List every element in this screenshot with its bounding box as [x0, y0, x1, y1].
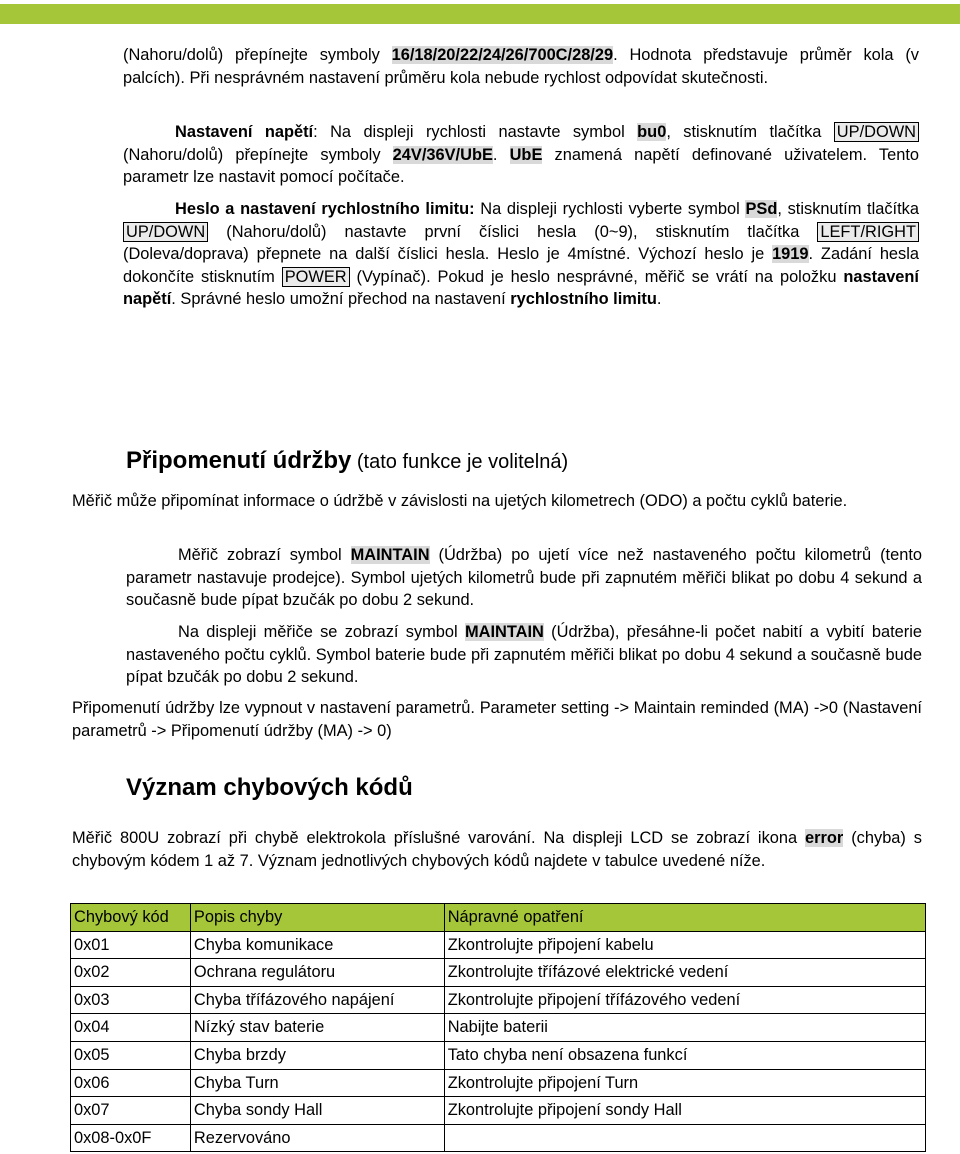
voltage-setting-link: nastavení napětí	[123, 267, 919, 308]
corrective-action-cell: Zkontrolujte připojení kabelu	[444, 931, 925, 959]
maintain-symbol: MAINTAIN	[464, 623, 544, 641]
corrective-action-cell: Zkontrolujte připojení sondy Hall	[444, 1097, 925, 1125]
corrective-action-cell: Zkontrolujte připojení Turn	[444, 1069, 925, 1097]
maintenance-battery-paragraph: Na displeji měřiče se zobrazí symbol MAINTAIN (Údržba), přesáhne-li počet nabití a vybití baterie nastaveného počtu cyklů. Symbol baterie bude při zapnutém měřiči blikat po dobu 4 sekund a současně bude pípat bzučák po dobu 2 sekund.	[126, 623, 922, 686]
bu0-symbol: bu0	[637, 123, 667, 141]
table-row	[71, 1069, 926, 1097]
column-header: Popis chyby	[190, 904, 444, 932]
maintenance-disable-paragraph: Připomenutí údržby lze vypnout v nastavení parametrů. Parameter setting -> Maintain reminded (MA) ->0 (Nastavení parametrů -> Připomenutí údržby (MA) -> 0)	[72, 699, 922, 740]
error-code-cell: 0x03	[71, 986, 191, 1014]
error-code-cell: 0x08-0x0F	[71, 1124, 191, 1152]
table-header-row	[71, 904, 926, 932]
corrective-action-cell: Zkontrolujte třífázové elektrické vedení	[444, 959, 925, 987]
maintain-symbol: MAINTAIN	[350, 546, 430, 564]
wheel-size-symbols: 16/18/20/22/24/26/700C/28/29	[391, 46, 614, 64]
table-row	[71, 1014, 926, 1042]
voltage-options: 24V/36V/UbE	[392, 145, 493, 164]
voltage-setting-title: Nastavení napětí	[175, 123, 314, 141]
table-row	[71, 959, 926, 987]
speed-limit-link: rychlostního limitu	[510, 290, 657, 308]
error-code-cell: 0x04	[71, 1014, 191, 1042]
corrective-action-cell: Nabijte baterii	[444, 1014, 925, 1042]
error-description-cell: Chyba třífázového napájení	[190, 986, 444, 1014]
corrective-action-cell: Zkontrolujte připojení třífázového vedení	[444, 986, 925, 1014]
table-row	[71, 1097, 926, 1125]
error-description-cell: Chyba komunikace	[190, 931, 444, 959]
power-button-label: POWER	[282, 267, 350, 287]
password-title: Heslo a nastavení rychlostního limitu:	[175, 200, 475, 218]
error-codes-heading: Význam chybových kódů	[126, 774, 413, 801]
error-codes-table	[70, 903, 926, 1152]
ube-symbol: UbE	[509, 145, 543, 164]
error-code-cell: 0x07	[71, 1097, 191, 1125]
up-down-button-label: UP/DOWN	[834, 122, 919, 142]
table-row	[71, 1124, 926, 1152]
error-code-cell: 0x02	[71, 959, 191, 987]
maintenance-intro: Měřič může připomínat informace o údržbě v závislosti na ujetých kilometrech (ODO) a počtu cyklů baterie.	[72, 492, 848, 510]
error-code-cell: 0x06	[71, 1069, 191, 1097]
table-row	[71, 1041, 926, 1069]
error-symbol: error	[805, 829, 844, 847]
table-row	[71, 931, 926, 959]
up-down-button-label: UP/DOWN	[123, 222, 208, 242]
password-speed-limit-paragraph: Heslo a nastavení rychlostního limitu: Na displeji rychlosti vyberte symbol PSd, stisknutím tlačítka UP/DOWN (Nahoru/dolů) nastavte první číslici hesla (0~9), stisknutím tlačítka LEFT/RIGHT (Doleva/doprava) přepnete na další číslici hesla. Heslo je 4místné. Výchozí heslo je 1919. Zadání hesla dokončíte stisknutím POWER (Vypínač). Pokud je heslo nesprávné, měřič se vrátí na položku nastavení napětí. Správné heslo umožní přechod na nastavení rychlostního limitu.	[123, 200, 919, 308]
maintenance-heading: Připomenutí údržby (tato funkce je volitelná)	[126, 447, 569, 474]
default-password: 1919	[772, 245, 809, 263]
error-description-cell: Chyba brzdy	[190, 1041, 444, 1069]
error-description-cell: Nízký stav baterie	[190, 1014, 444, 1042]
column-header: Nápravné opatření	[444, 904, 925, 932]
left-right-button-label: LEFT/RIGHT	[817, 222, 919, 242]
error-description-cell: Rezervováno	[190, 1124, 444, 1152]
table-row	[71, 986, 926, 1014]
error-description-cell: Chyba Turn	[190, 1069, 444, 1097]
header-accent-bar	[0, 4, 960, 24]
error-code-cell: 0x05	[71, 1041, 191, 1069]
psd-symbol: PSd	[745, 200, 778, 218]
error-codes-intro: Měřič 800U zobrazí při chybě elektrokola příslušné varování. Na displeji LCD se zobrazí ikona error (chyba) s chybovým kódem 1 až 7. Význam jednotlivých chybových kódů najdete v tabulce uvedené níže.	[72, 829, 922, 870]
error-description-cell: Ochrana regulátoru	[190, 959, 444, 987]
corrective-action-cell	[444, 1124, 925, 1152]
wheel-size-paragraph: (Nahoru/dolů) přepínejte symboly 16/18/20/22/24/26/700C/28/29. Hodnota představuje průměr kola (v palcích). Při nesprávném nastavení průměru kola nebude rychlost odpovídat skutečnosti.	[123, 46, 919, 87]
maintenance-odo-paragraph: Měřič zobrazí symbol MAINTAIN (Údržba) po ujetí více než nastaveného počtu kilometrů (tento parametr nastavuje prodejce). Symbol ujetých kilometrů bude při zapnutém měřiči blikat po dobu 4 sekund a současně bude pípat bzučák po dobu 2 sekund.	[126, 546, 922, 609]
error-description-cell: Chyba sondy Hall	[190, 1097, 444, 1125]
voltage-setting-paragraph: Nastavení napětí: Na displeji rychlosti nastavte symbol bu0, stisknutím tlačítka UP/DOWN (Nahoru/dolů) přepínejte symboly 24V/36V/UbE. UbE znamená napětí definované uživatelem. Tento parametr lze nastavit pomocí počítače.	[123, 123, 919, 186]
corrective-action-cell: Tato chyba není obsazena funkcí	[444, 1041, 925, 1069]
column-header: Chybový kód	[71, 904, 191, 932]
error-code-cell: 0x01	[71, 931, 191, 959]
